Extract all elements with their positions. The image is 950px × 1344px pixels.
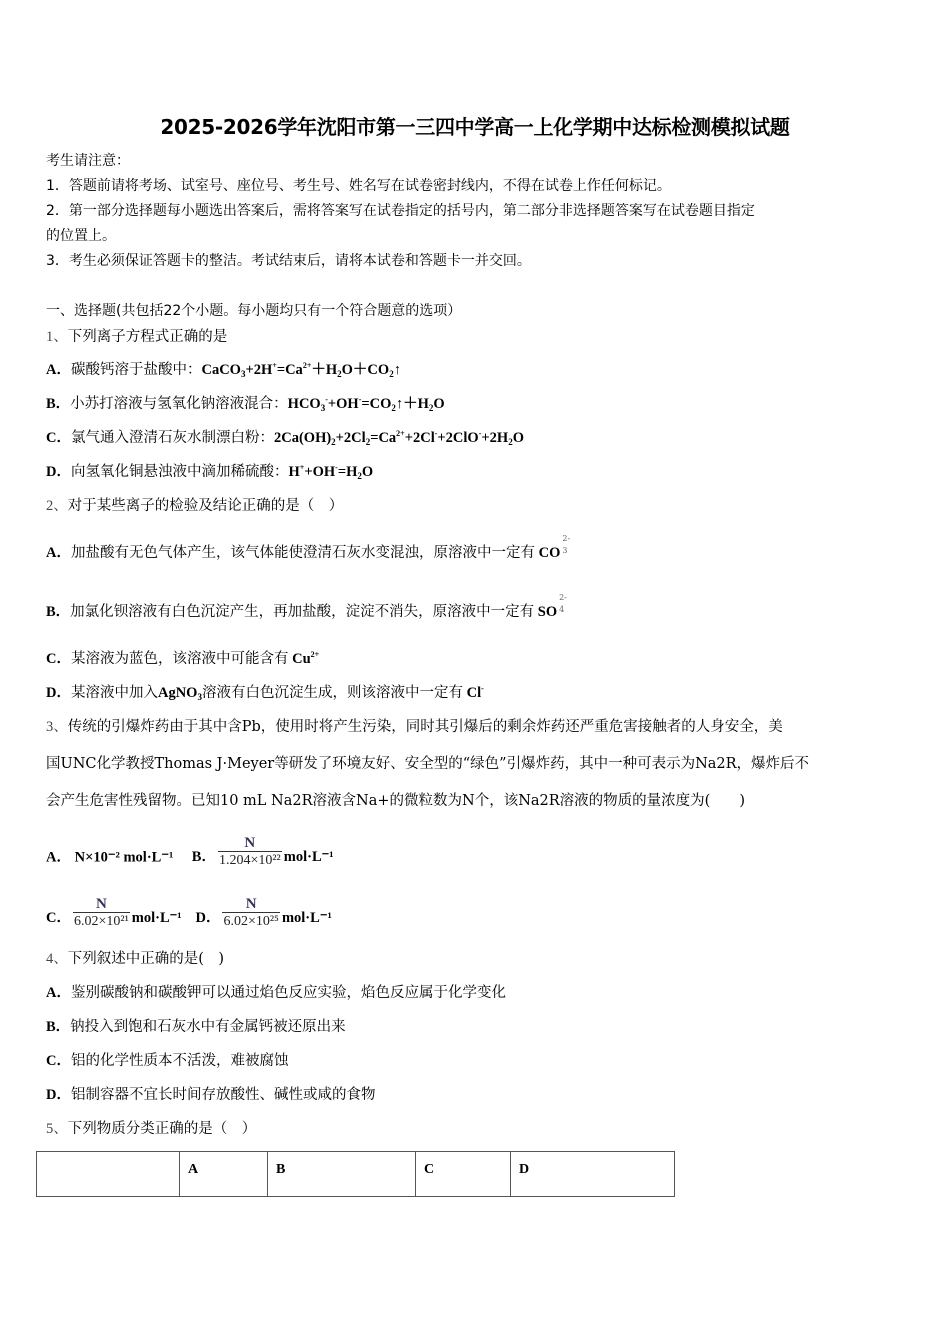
question-3-stem-line-3: 会产生危害性残留物。已知10 mL Na2R溶液含Na+的微粒数为N个，该Na2R溶液的物质的量浓度为( ) bbox=[46, 793, 745, 809]
formula: SO bbox=[534, 604, 558, 620]
question-1-option-a: A．碳酸钙溶于盐酸中：$CaCO_3+2H^+=Ca^{2+}+H_2O+CO_2↑$ bbox=[46, 361, 401, 379]
question-3-options-row-1 bbox=[46, 835, 334, 875]
formula: $CaCO_3+2H^+=Ca^{2+}+H_2O+CO_2↑$ bbox=[201, 361, 401, 379]
question-4-option-d: D．铝制容器不宜长时间存放酸性、碱性或咸的食物 bbox=[46, 1087, 376, 1103]
option-a: A． N×10⁻² mol·L⁻¹ bbox=[46, 849, 174, 866]
question-2-stem: 2、对于某些离子的检验及结论正确的是（ ） bbox=[46, 498, 344, 514]
question-2-option-d: D．某溶液中加入AgNO$_3$溶液有白色沉淀生成，则该溶液中一定有 Cl- bbox=[46, 684, 484, 702]
fraction: $\frac{N}{\text{6.02×10²⁵}}$ bbox=[223, 896, 279, 929]
question-5-stem: 5、下列物质分类正确的是（ ） bbox=[46, 1121, 257, 1137]
formula: $Cu^{2+}$ bbox=[288, 650, 320, 667]
formula: Cl- bbox=[462, 684, 484, 701]
question-2-option-a: A．加盐酸有无色气体产生，该气体能使澄清石灰水变混浊，原溶液中一定有 CO 2- 3 bbox=[46, 534, 571, 561]
question-number: 1、 bbox=[46, 329, 68, 345]
table-row bbox=[37, 1152, 675, 1197]
formula: $H^++OH^-=H_2O$ bbox=[288, 463, 374, 481]
question-1-option-c: C．氯气通入澄清石灰水制漂白粉：$2Ca(OH)_2+2Cl_2=Ca^{2+}+2Cl^-+2ClO^-+2H_2O$ bbox=[46, 429, 524, 447]
notice-item-2-cont: 的位置上。 bbox=[46, 228, 116, 244]
formula: $HCO_3^-+OH^-=CO_2↑+H_2O$ bbox=[287, 395, 445, 413]
ion-charge: 2- 3 bbox=[562, 534, 571, 555]
option-d: D． $\frac{N}{\text{6.02×10²⁵}}$ mol·L⁻¹ bbox=[195, 896, 332, 929]
notice-item-2: 2．第一部分选择题每小题选出答案后，需将答案写在试卷指定的括号内，第二部分非选择题答案写在试卷题目指定 bbox=[46, 203, 755, 219]
question-1-stem: 1、下列离子方程式正确的是 bbox=[46, 329, 228, 345]
fraction: $\frac{N}{\text{1.204×10²²}}$ bbox=[218, 835, 281, 868]
question-2-option-b: B．加氯化钡溶液有白色沉淀产生，再加盐酸，淀淀不消失，原溶液中一定有 SO 2- 4 bbox=[46, 593, 567, 620]
question-1-option-d: D．向氢氧化铜悬浊液中滴加稀硫酸：$H^++OH^-=H_2O$ bbox=[46, 463, 374, 481]
option-c: C． $\frac{N}{\text{6.02×10²¹}}$ mol·L⁻¹ bbox=[46, 896, 182, 929]
question-3-stem-line-1: 3、传统的引爆炸药由于其中含Pb，使用时将产生污染，同时其引爆后的剩余炸药还严重危害接触者的人身安全，美 bbox=[46, 719, 783, 735]
question-4-stem: 4、下列叙述中正确的是( ) bbox=[46, 951, 225, 967]
question-4-option-b: B．钠投入到饱和石灰水中有金属钙被还原出来 bbox=[46, 1019, 346, 1035]
table-header-cell bbox=[37, 1152, 180, 1197]
table-header-cell: B bbox=[268, 1152, 416, 1197]
option-b: B． $\frac{N}{\text{1.204×10²²}}$ mol·L⁻¹ bbox=[191, 835, 334, 868]
table-header-cell: C bbox=[416, 1152, 511, 1197]
question-3-options-row-2 bbox=[46, 896, 332, 936]
formula: CO bbox=[534, 545, 561, 561]
notice-heading: 考生请注意： bbox=[46, 153, 130, 169]
question-1-option-b: B．小苏打溶液与氢氧化钠溶液混合：$HCO_3^-+OH^-=CO_2↑+H_2O$ bbox=[46, 395, 445, 413]
fraction: $\frac{N}{\text{6.02×10²¹}}$ bbox=[73, 896, 129, 929]
classification-table bbox=[36, 1151, 675, 1197]
section-heading: 一、选择题(共包括22个小题。每小题均只有一个符合题意的选项） bbox=[46, 303, 462, 319]
page-title: 2025-2026学年沈阳市第一三四中学高一上化学期中达标检测模拟试题 bbox=[160, 115, 790, 139]
table-header-cell: A bbox=[180, 1152, 268, 1197]
question-4-option-c: C．铝的化学性质本不活泼，难被腐蚀 bbox=[46, 1053, 289, 1069]
notice-item-3: 3．考生必须保证答题卡的整洁。考试结束后，请将本试卷和答题卡一并交回。 bbox=[46, 253, 531, 269]
table-header-cell: D bbox=[511, 1152, 675, 1197]
question-4-option-a: A．鉴别碳酸钠和碳酸钾可以通过焰色反应实验，焰色反应属于化学变化 bbox=[46, 985, 506, 1001]
question-2-option-c: C．某溶液为蓝色，该溶液中可能含有 $Cu^{2+}$ bbox=[46, 650, 320, 667]
ion-charge: 2- 4 bbox=[559, 593, 567, 614]
notice-item-1: 1．答题前请将考场、试室号、座位号、考生号、姓名写在试卷密封线内，不得在试卷上作任何标记。 bbox=[46, 178, 671, 194]
question-3-stem-line-2: 国UNC化学教授Thomas J·Meyer等研发了环境友好、安全型的“绿色”引爆炸药，其中一种可表示为Na2R，爆炸后不 bbox=[46, 756, 810, 772]
formula: $2Ca(OH)_2+2Cl_2=Ca^{2+}+2Cl^-+2ClO^-+2H_2O$ bbox=[273, 429, 524, 447]
